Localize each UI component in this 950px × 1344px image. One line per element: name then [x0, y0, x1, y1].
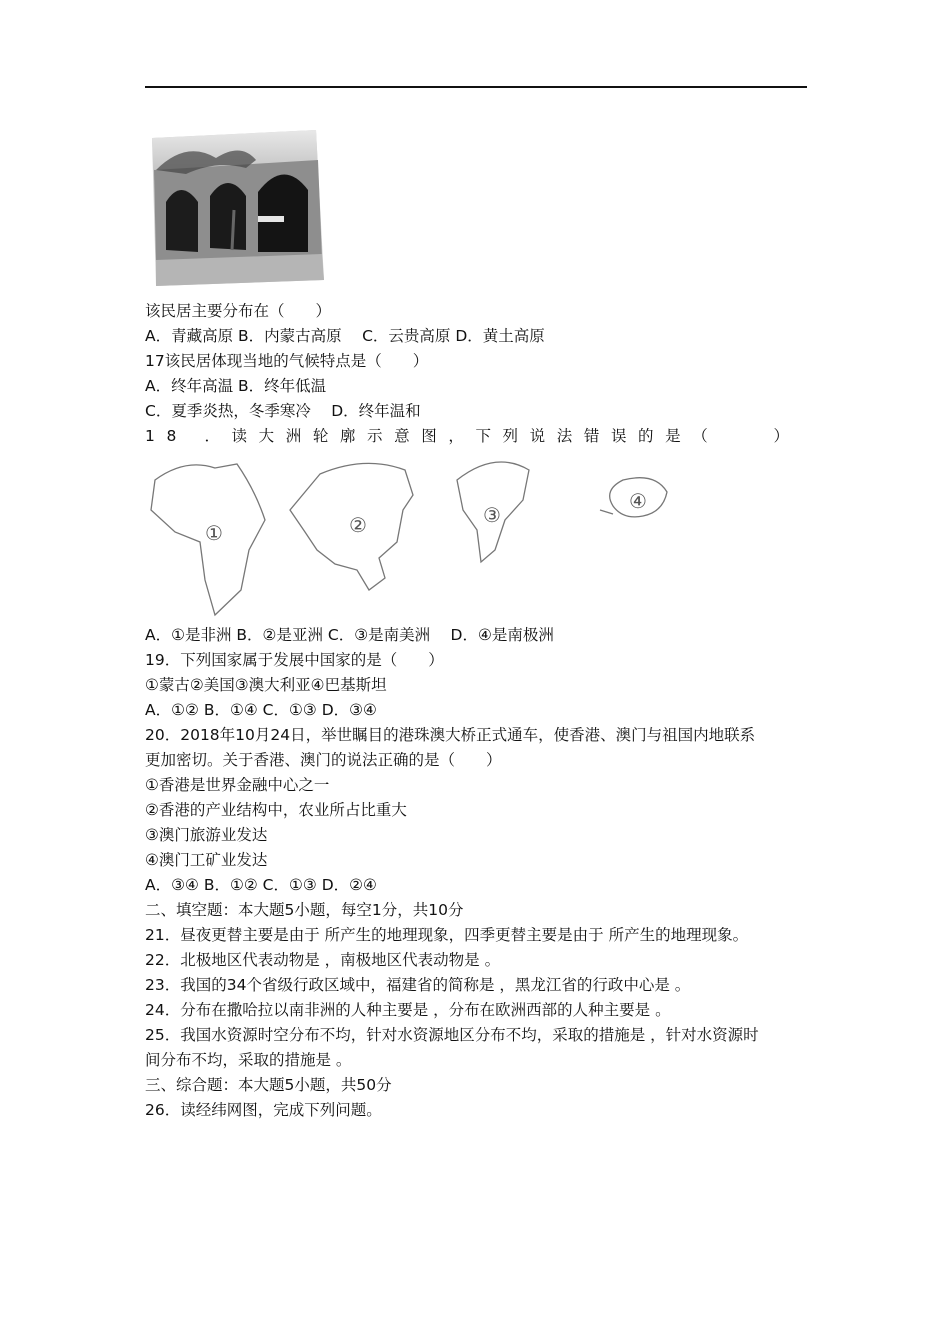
question-19-stem: 19．下列国家属于发展中国家的是（ ） [145, 651, 444, 669]
question-20-stem-1: 20．2018年10月24日，举世瞩目的港珠澳大桥正式通车，使香港、澳门与祖国内地联系 [145, 726, 756, 744]
question-25-line-2: 间分布不均，采取的措施是 。 [145, 1051, 352, 1069]
question-17-options-1: A．终年高温 B．终年低温 [145, 377, 327, 395]
question-18-stem: 18 ．读大洲轮廓示意图，下列说法错误的是（ ） [145, 427, 801, 445]
cave-dwelling-photo [146, 130, 326, 286]
question-20-item-4: ④澳门工矿业发达 [145, 851, 268, 869]
question-16-stem: 该民居主要分布在（ ） [145, 302, 332, 320]
map-label-2: ② [349, 513, 367, 537]
question-23: 23．我国的34个省级行政区域中，福建省的简称是 ，黑龙江省的行政中心是 。 [145, 976, 691, 994]
question-24: 24．分布在撒哈拉以南非洲的人种主要是 ，分布在欧洲西部的人种主要是 。 [145, 1001, 671, 1019]
header-rule [145, 86, 807, 88]
question-16-options: A．青藏高原 B．内蒙古高原 C．云贵高原 D．黄土高原 [145, 327, 545, 345]
question-19-options: A．①② B．①④ C．①③ D．③④ [145, 701, 377, 719]
question-17-options-2: C．夏季炎热，冬季寒冷 D．终年温和 [145, 402, 421, 420]
question-20-item-2: ②香港的产业结构中，农业所占比重大 [145, 801, 407, 819]
question-26: 26．读经纬网图，完成下列问题。 [145, 1101, 382, 1119]
section-3-heading: 三、综合题：本大题5小题，共50分 [145, 1076, 392, 1094]
question-18-options: A．①是非洲 B．②是亚洲 C．③是南美洲 D．④是南极洲 [145, 626, 554, 644]
question-20-item-3: ③澳门旅游业发达 [145, 826, 268, 844]
question-20-item-1: ①香港是世界金融中心之一 [145, 776, 330, 794]
question-25-line-1: 25．我国水资源时空分布不均，针对水资源地区分布不均，采取的措施是 ，针对水资源时 [145, 1026, 759, 1044]
question-20-options: A．③④ B．①② C．①③ D．②④ [145, 876, 377, 894]
continent-outlines-figure [145, 450, 685, 620]
question-19-items: ①蒙古②美国③澳大利亚④巴基斯坦 [145, 676, 387, 694]
map-label-3: ③ [483, 503, 501, 527]
question-17-stem: 17该民居体现当地的气候特点是（ ） [145, 352, 429, 370]
question-22: 22．北极地区代表动物是 ，南极地区代表动物是 。 [145, 951, 501, 969]
question-20-stem-2: 更加密切。关于香港、澳门的说法正确的是（ ） [145, 751, 502, 769]
map-label-4: ④ [629, 489, 647, 513]
section-2-heading: 二、填空题：本大题5小题，每空1分，共10分 [145, 901, 464, 919]
question-21: 21．昼夜更替主要是由于 所产生的地理现象，四季更替主要是由于 所产生的地理现象。 [145, 926, 749, 944]
map-label-1: ① [205, 521, 223, 545]
